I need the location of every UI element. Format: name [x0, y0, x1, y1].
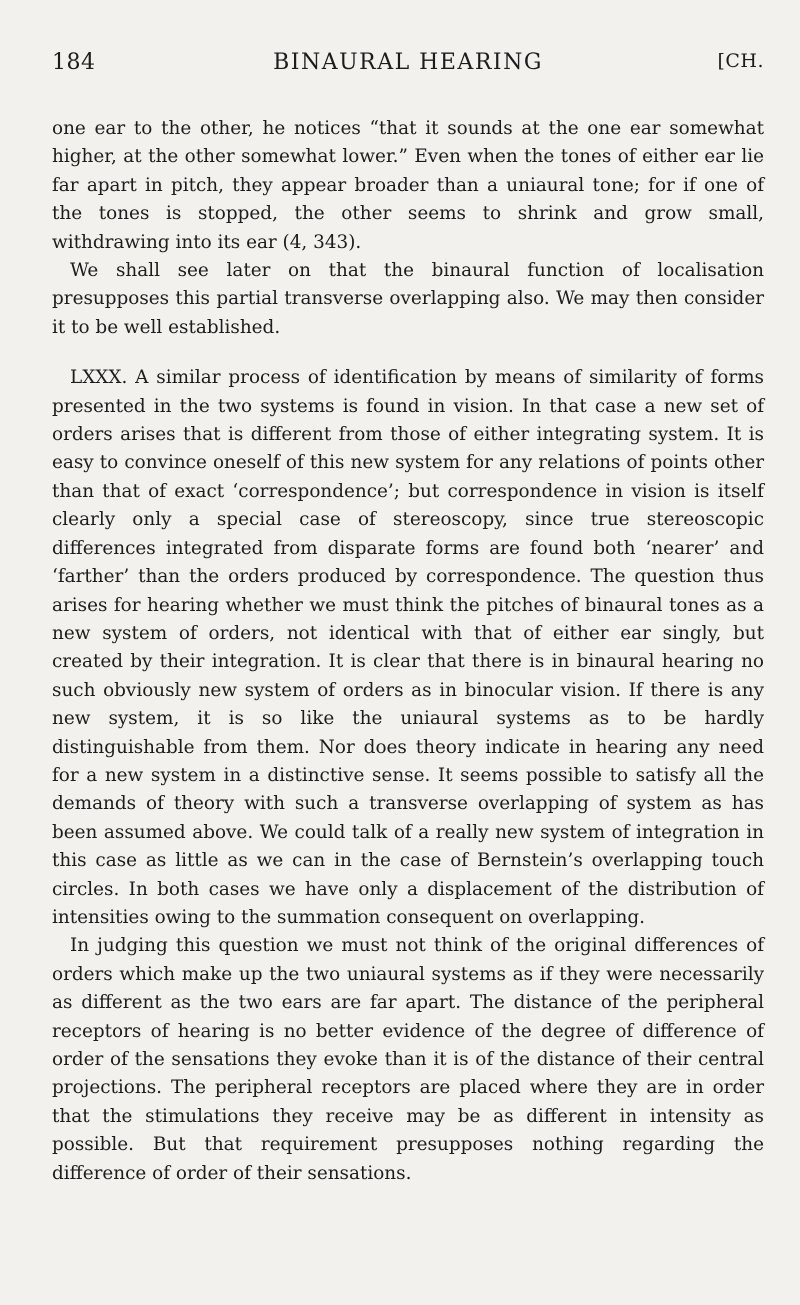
chapter-marker: [CH.	[717, 50, 764, 72]
paragraph: We shall see later on that the binaural function of localisation presupposes this partial transverse overlapping also. We may then consider it to be well established.	[52, 260, 764, 338]
page-number: 184	[52, 50, 96, 75]
paragraph-continued: one ear to the other, he notices “that it sounds at the one ear somewhat higher, at the other somewhat lower.” Even when the tones of either ear lie far apart in pitch, they appear broader than a uniaural tone; for if one of the tones is stopped, the other seems to shrink and grow small, withdrawing into its ear (4, 343).	[52, 118, 764, 253]
running-head	[52, 50, 764, 90]
paragraph: In judging this question we must not think of the original differences of orders which make up the two uniaural systems as if they were necessarily as different as the two ears are far apart. The distance of the peripheral receptors of hearing is no better evidence of the degree of difference of order of the sensations they evoke than it is of the distance of their central projections. The peripheral receptors are placed where they are in order that the stimulations they receive may be as different in intensity as possible. But that requirement presupposes nothing regarding the difference of order of their sensations.	[52, 935, 764, 1184]
running-title: BINAURAL HEARING	[273, 50, 543, 75]
section-paragraph-lxxx: LXXX. A similar process of identification by means of similarity of forms presented in the two systems is found in vision. In that case a new set of orders arises that is different from those of either integrating system. It is easy to convince oneself of this new system for any relations of points other than that of exact ‘correspondence’; but correspondence in vision is itself clearly only a special case of stereoscopy, since true stereoscopic differences integrated from disparate forms are found both ‘nearer’ and ‘farther’ than the orders produced by correspondence. The question thus arises for hearing whether we must think the pitches of binaural tones as a new system of orders, not identical with that of either ear singly, but created by their integration. It is clear that there is in binaural hearing no such obviously new system of orders as in binocular vision. If there is any new system, it is so like the uniaural systems as to be hardly distinguishable from them. Nor does theory indicate in hearing any need for a new system in a distinctive sense. It seems possible to satisfy all the demands of theory with such a transverse overlapping of system as has been assumed above. We could talk of a really new system of integration in this case as little as we can in the case of Bernstein’s overlapping touch circles. In both cases we have only a displacement of the distribution of intensities owing to the summation consequent on overlapping.	[52, 367, 764, 928]
body-text	[52, 115, 764, 1188]
